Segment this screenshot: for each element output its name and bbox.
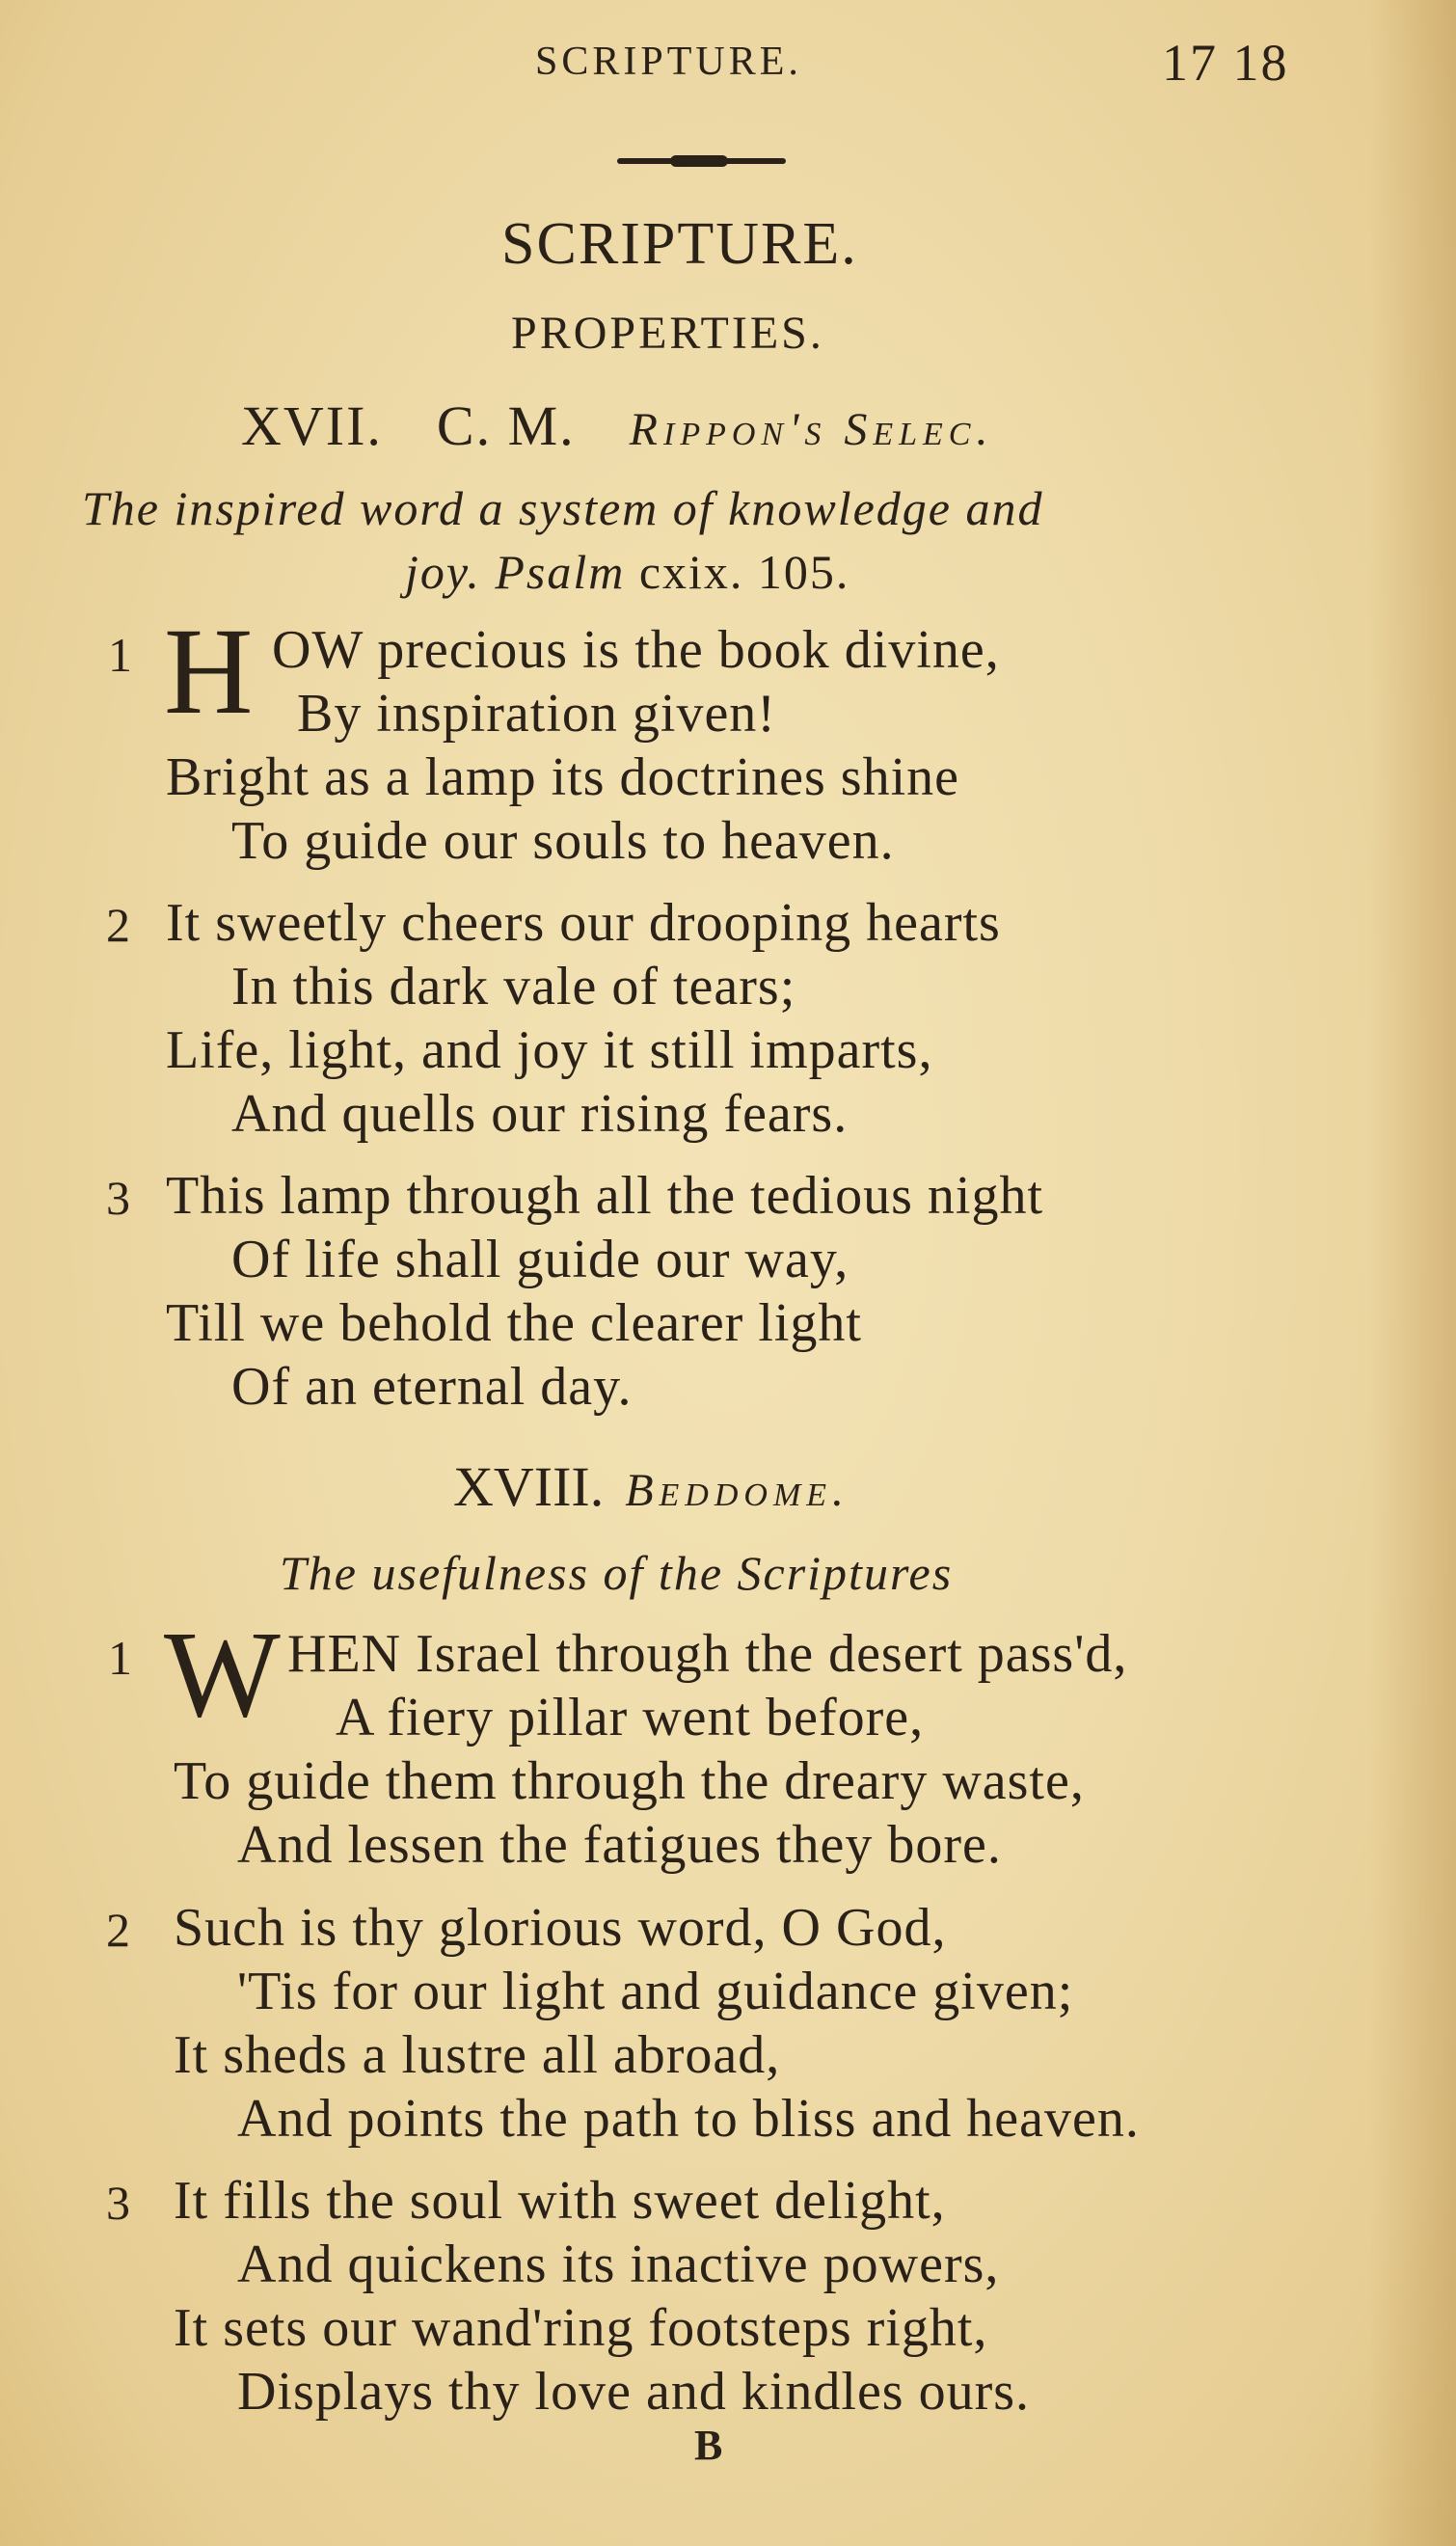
verse-line: Such is thy glorious word, O God, bbox=[174, 1898, 947, 1958]
page-number: 17 18 bbox=[1162, 34, 1289, 92]
verse-line: Bright as a lamp its doctrines shine bbox=[166, 747, 959, 807]
verse-number: 3 bbox=[106, 2176, 130, 2230]
verse-line: A fiery pillar went before, bbox=[336, 1688, 925, 1747]
verse-line: Of an eternal day. bbox=[231, 1357, 633, 1417]
verse-line: OW precious is the book divine, bbox=[272, 620, 1000, 680]
verse-number: 1 bbox=[108, 1631, 132, 1685]
hymn-title: The usefulness of the Scriptures bbox=[280, 1546, 954, 1600]
verse-number: 1 bbox=[108, 628, 132, 682]
ornament-rule bbox=[617, 158, 786, 164]
verse-number: 2 bbox=[106, 898, 130, 952]
hymn-number: XVII. bbox=[241, 394, 383, 457]
hymn-number: XVIII. bbox=[453, 1455, 605, 1518]
running-head: SCRIPTURE. bbox=[535, 40, 802, 84]
signature-mark: B bbox=[694, 2422, 723, 2469]
hymn-source: Rippon's Selec. bbox=[629, 404, 994, 455]
verse-line: 'Tis for our light and guidance given; bbox=[237, 1962, 1074, 2021]
verse-line: And points the path to bliss and heaven. bbox=[237, 2089, 1140, 2149]
scripture-reference: cxix. 105. bbox=[638, 545, 850, 599]
verse-line: It sheds a lustre all abroad, bbox=[174, 2025, 781, 2085]
hymn-header bbox=[453, 1454, 849, 1519]
verse-line: HEN Israel through the desert pass'd, bbox=[287, 1624, 1128, 1684]
verse-number: 2 bbox=[106, 1903, 130, 1957]
verse-line: It sets our wand'ring footsteps right, bbox=[174, 2298, 988, 2358]
verse-line: And quickens its inactive powers, bbox=[237, 2235, 1000, 2294]
hymn-meter: C. M. bbox=[436, 394, 576, 457]
verse-line: To guide our souls to heaven. bbox=[231, 811, 895, 871]
verse-line: Displays thy love and kindles ours. bbox=[237, 2362, 1031, 2422]
drop-cap: H bbox=[164, 603, 254, 740]
verse-line: And quells our rising fears. bbox=[231, 1084, 849, 1144]
verse-line: It sweetly cheers our drooping hearts bbox=[166, 893, 1001, 953]
verse-line: Of life shall guide our way, bbox=[231, 1230, 849, 1289]
verse-line: In this dark vale of tears; bbox=[231, 957, 796, 1016]
verse-line: Life, light, and joy it still imparts, bbox=[166, 1020, 933, 1080]
verse-line: Till we behold the clearer light bbox=[166, 1293, 862, 1353]
section-subtitle: PROPERTIES. bbox=[511, 308, 824, 359]
verse-line: By inspiration given! bbox=[297, 684, 776, 744]
hymn-title-italic: joy. Psalm bbox=[405, 545, 626, 599]
hymn-title-continued bbox=[405, 544, 849, 600]
drop-cap: W bbox=[164, 1606, 281, 1743]
hymn-title: The inspired word a system of knowledge and bbox=[82, 481, 1044, 535]
verse-number: 3 bbox=[106, 1171, 130, 1225]
verse-line: It fills the soul with sweet delight, bbox=[174, 2171, 946, 2231]
section-title: SCRIPTURE. bbox=[501, 211, 858, 277]
hymn-source: Beddome. bbox=[625, 1465, 850, 1516]
verse-line: And lessen the fatigues they bore. bbox=[237, 1815, 1002, 1875]
verse-line: This lamp through all the tedious night bbox=[166, 1166, 1044, 1226]
hymn-header bbox=[241, 393, 993, 458]
verse-line: To guide them through the dreary waste, bbox=[174, 1751, 1085, 1811]
